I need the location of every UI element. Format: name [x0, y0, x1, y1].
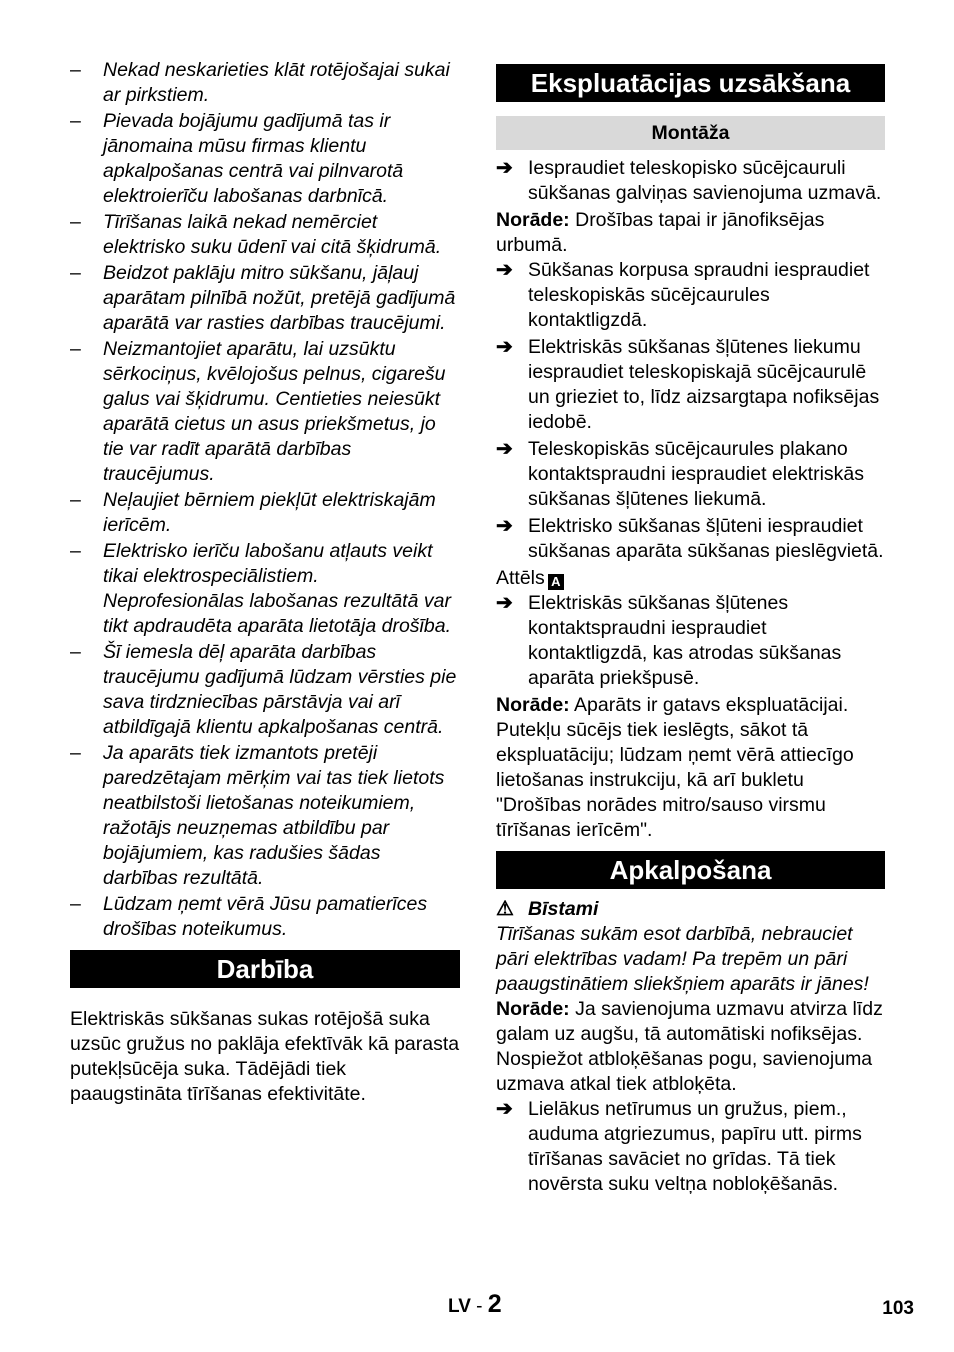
dash-bullet: –: [70, 540, 81, 562]
list-item: ➔ Elektriskās sūkšanas šļūtenes liekumu iespraudiet teleskopiskajā sūcējcaurulē un grieziet to, līdz aizsargtapa nofiksējas iedobē.: [496, 336, 880, 433]
note: Norāde: Aparāts ir gatavs ekspluatācijai. Putekļu sūcējs tiek ieslēgts, sākot tā ekspluatāciju; lūdzam ņemt vērā attiecīgo lietošanas instrukciju, kā arī bukletu "Drošības norādes mitro/sauso virsmu tīrīšanas ierīcēm".: [496, 694, 854, 841]
list-item: – Beidzot paklāju mitro sūkšanu, jāļauj aparātam pilnībā nožūt, pretējā gadījumā aparātā var rasties darbības traucējumi.: [70, 262, 456, 334]
figure-a-icon: A: [548, 574, 564, 590]
arrow-right-icon: ➔: [496, 259, 513, 281]
danger-heading: ⚠ Bīstami: [496, 898, 599, 920]
danger-text: Tīrīšanas sukām esot darbībā, nebrauciet pāri elektrības vadam! Pa trepēm un pāri paaugstinātiem sliekšņiem aparāts ir jānes!: [496, 923, 869, 995]
note: Norāde: Ja savienojuma uzmavu atvirza līdz galam uz augšu, tā automātiski nofiksējas. Nospiežot atbloķēšanas pogu, savienojuma uzmava atkal tiek atbloķēta.: [496, 998, 883, 1095]
left-column: [70, 58, 460, 1107]
dash-bullet: –: [70, 59, 81, 81]
list-item: ➔ Lielākus netīrumus un gružus, piem., auduma atgriezumus, papīru utt. pirms tīrīšanas savāciet no grīdas. Tā tiek novērsta suku veltņa nobloķēšanās.: [496, 1098, 862, 1195]
section-heading-ekspluatacija: Ekspluatācijas uzsākšana: [496, 64, 885, 102]
list-item: ➔ Elektriskās sūkšanas šļūtenes kontaktspraudni iespraudiet kontaktligzdā, kas atrodas sūkšanas aparāta priekšpusē.: [496, 592, 842, 689]
warning-triangle-icon: ⚠: [496, 898, 514, 920]
dash-bullet: –: [70, 211, 81, 233]
arrow-right-icon: ➔: [496, 1098, 513, 1120]
list-item: ➔ Elektrisko sūkšanas šļūteni iespraudiet sūkšanas aparāta sūkšanas pieslēgvietā.: [496, 515, 884, 562]
dash-bullet: –: [70, 338, 81, 360]
list-item: – Lūdzam ņemt vērā Jūsu pamatierīces drošības noteikumus.: [70, 893, 428, 940]
list-item: – Tīrīšanas laikā nekad nemērciet elektrisko suku ūdenī vai citā šķidrumā.: [70, 211, 442, 258]
arrow-right-icon: ➔: [496, 336, 513, 358]
list-item: ➔ Sūkšanas korpusa spraudni iespraudiet teleskopiskās sūcējcaurules kontaktligzdā.: [496, 259, 870, 331]
list-item: ➔ Iespraudiet teleskopisko sūcējcauruli sūkšanas galviņas savienojuma uzmavā.: [496, 157, 882, 204]
dash-bullet: –: [70, 262, 81, 284]
list-item: – Ja aparāts tiek izmantots pretēji paredzētajam mērķim vai tas tiek lietots neatbilstoši lietošanas noteikumiem, ražotājs neuzņemas atbildību par bojājumiem, kas radušies šādas darbības rezultātā.: [70, 742, 445, 889]
list-item: – Neizmantojiet aparātu, lai uzsūktu sērkociņus, kvēlojošus pelnus, cigarešu galus vai šķidrumu. Centieties neiesūkt aparātā cietus un asus priekšmetus, jo tie var radīt aparātā darbības traucējumus.: [70, 338, 446, 485]
arrow-right-icon: ➔: [496, 438, 513, 460]
list-item: – Elektrisko ierīču labošanu atļauts veikt tikai elektrospeciālistiem. Neprofesionālas labošanas rezultātā var tikt apdraudēta aparāta lietotāja drošība.: [70, 540, 451, 637]
list-item: ➔ Teleskopiskās sūcējcaurules plakano kontaktspraudni iespraudiet elektriskās sūkšanas šļūtenes liekumā.: [496, 438, 865, 510]
list-item: – Pievada bojājumu gadījumā tas ir jānomaina mūsu firmas klientu apkalpošanas centrā vai pilnvarotā elektroierīču labošanas darbnīcā.: [70, 110, 404, 207]
dash-bullet: –: [70, 742, 81, 764]
arrow-right-icon: ➔: [496, 157, 513, 179]
darbiba-paragraph: Elektriskās sūkšanas sukas rotējošā suka uzsūc gružus no paklāja efektīvāk kā parasta putekļsūcēja suka. Tādējādi tiek paaugstināta tīrīšanas efektivitāte.: [70, 1008, 460, 1105]
footer-chapter: LV - 2: [448, 1290, 502, 1318]
safety-list: [70, 58, 460, 942]
dash-bullet: –: [70, 489, 81, 511]
dash-bullet: –: [70, 893, 81, 915]
note: Norāde: Drošības tapai ir jānofiksējas urbumā.: [496, 209, 825, 256]
arrow-right-icon: ➔: [496, 515, 513, 537]
list-item: – Nekad neskarieties klāt rotējošajai sukai ar pirkstiem.: [70, 59, 450, 106]
dash-bullet: –: [70, 641, 81, 663]
figure-reference: Attēls A: [496, 566, 885, 591]
list-item: – Šī iemesla dēļ aparāta darbības traucējumu gadījumā lūdzam vērsties pie sava tirdzniecības pārstāvja vai arī atbildīgajā klientu apkalpošanas centrā.: [70, 641, 457, 738]
right-column: [496, 58, 885, 1199]
page-number: 103: [882, 1298, 914, 1319]
subheading-montaza: Montāža: [496, 116, 885, 150]
list-item: – Neļaujiet bērniem piekļūt elektriskajām ierīcēm.: [70, 489, 436, 536]
dash-bullet: –: [70, 110, 81, 132]
section-heading-darbiba: Darbība: [70, 950, 460, 988]
section-heading-apkalposana: Apkalpošana: [496, 851, 885, 889]
arrow-right-icon: ➔: [496, 592, 513, 614]
